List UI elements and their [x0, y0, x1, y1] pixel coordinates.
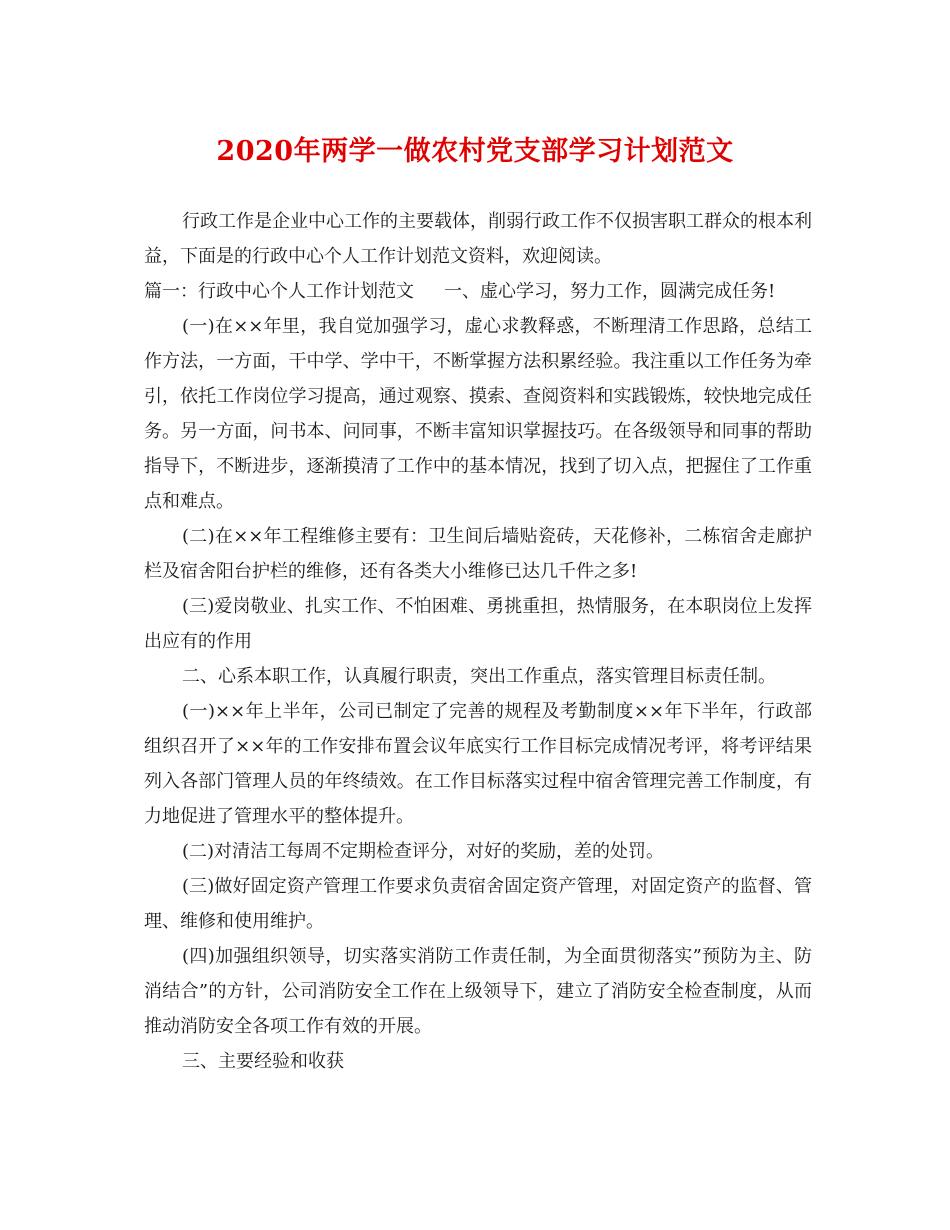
paragraph: (二)对清洁工每周不定期检查评分，对好的奖励，差的处罚。: [182, 841, 665, 862]
paragraph: (一)××年上半年，公司已制定了完善的规程及考勤制度××年下半年，行政部组织召开了××年的工作安排布置会议年底实行工作目标完成情况考评，将考评结果列入各部门管理人员的年终绩效。在工作目标落实过程中宿舍管理完善工作制度，有力地促进了管理水平的整体提升。: [144, 701, 812, 827]
section-heading-3: 三、主要经验和收获: [182, 1051, 344, 1072]
intro-paragraph: 行政工作是企业中心工作的主要载体，削弱行政工作不仅损害职工群众的根本利益，下面是的行政中心个人工作计划范文资料，欢迎阅读。: [144, 211, 812, 267]
section-heading-1: 一、虚心学习，努力工作，圆满完成任务!: [444, 281, 776, 302]
document-title: 2020年两学一做农村党支部学习计划范文: [216, 136, 734, 167]
paragraph: (四)加强组织领导，切实落实消防工作责任制，为全面贯彻落实”预防为主、防消结合”的方针，公司消防安全工作在上级领导下，建立了消防安全检查制度，从而推动消防安全各项工作有效的开展。: [144, 946, 812, 1037]
article-header-line: [144, 274, 812, 309]
paragraph: (三)做好固定资产管理工作要求负责宿舍固定资产管理，对固定资产的监督、管理、维修和使用维护。: [144, 876, 812, 932]
paragraph: (一)在××年里，我自觉加强学习，虚心求教释惑，不断理清工作思路，总结工作方法，一方面，干中学、学中干，不断掌握方法积累经验。我注重以工作任务为牵引，依托工作岗位学习提高，通过观察、摸索、查阅资料和实践锻炼，较快地完成任务。另一方面，问书本、问同事，不断丰富知识掌握技巧。在各级领导和同事的帮助指导下，不断进步，逐渐摸清了工作中的基本情况，找到了切入点，把握住了工作重点和难点。: [144, 316, 812, 512]
article-label: 篇一：行政中心个人工作计划范文: [144, 281, 414, 302]
section-heading-2: 二、心系本职工作，认真履行职责，突出工作重点，落实管理目标责任制。: [182, 666, 776, 687]
paragraph: (二)在××年工程维修主要有：卫生间后墙贴瓷砖，天花修补，二栋宿舍走廊护栏及宿舍阳台护栏的维修，还有各类大小维修已达几千件之多!: [144, 526, 812, 582]
paragraph: (三)爱岗敬业、扎实工作、不怕困难、勇挑重担，热情服务，在本职岗位上发挥出应有的作用: [144, 596, 812, 652]
document-body: [144, 204, 812, 1079]
